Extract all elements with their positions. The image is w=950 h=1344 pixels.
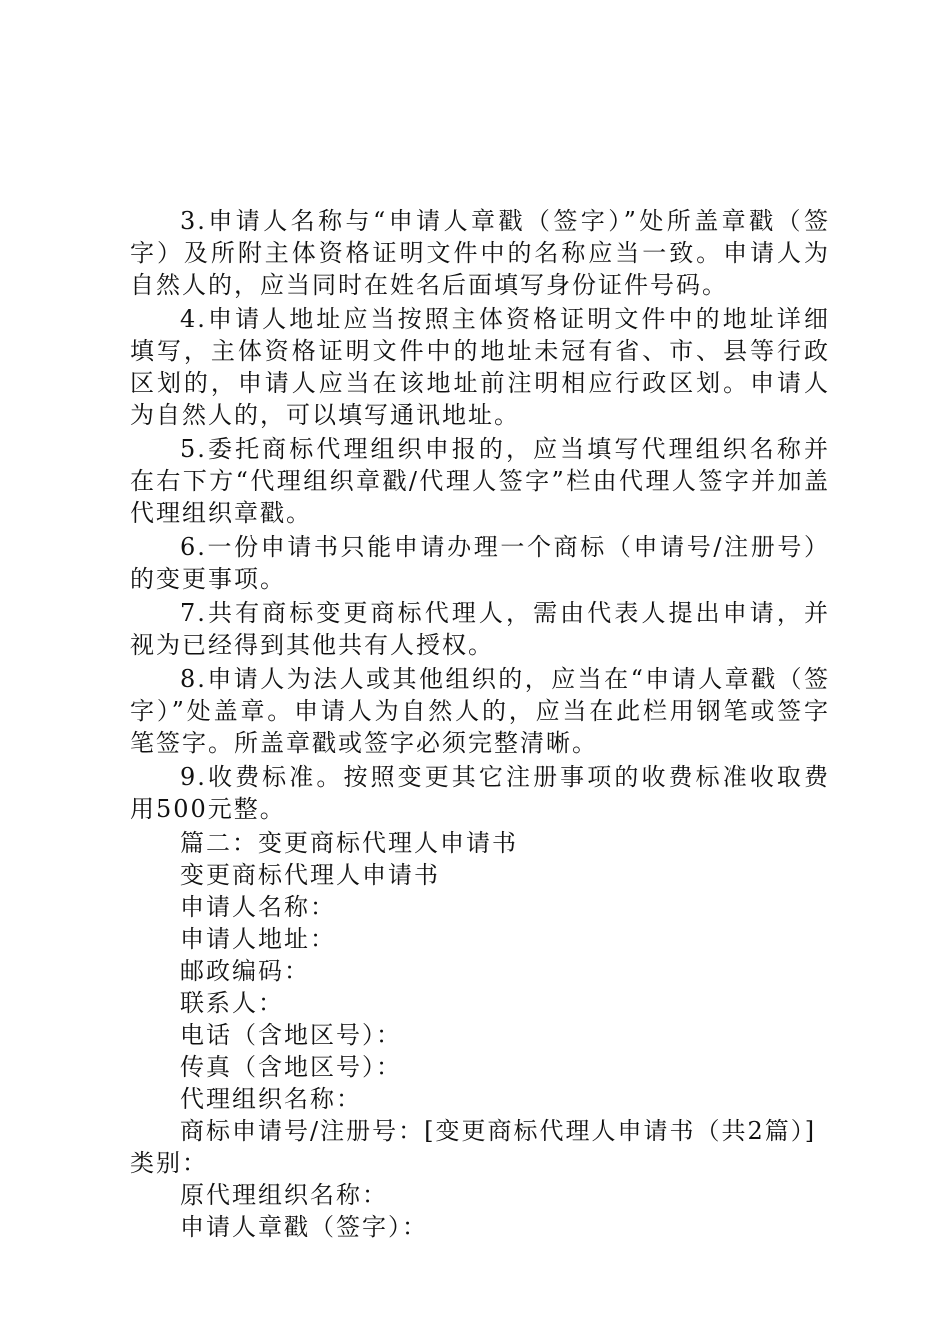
paragraph-item-5: 5.委托商标代理组织申报的，应当填写代理组织名称并在右下方“代理组织章戳/代理人签字”栏由代理人签字并加盖代理组织章戳。 [130,435,830,527]
field-applicant-name: 申请人名称： [180,893,336,921]
field-fax: 传真（含地区号）： [180,1053,402,1081]
paragraph-item-9: 9.收费标准。按照变更其它注册事项的收费标准收取费用500元整。 [130,763,830,823]
paragraph-item-8: 8.申请人为法人或其他组织的，应当在“申请人章戳（签字）”处盖章。申请人为自然人的，应当在此栏用钢笔或签字笔签字。所盖章戳或签字必须完整清晰。 [130,665,830,757]
field-contact: 联系人： [180,989,284,1017]
paragraph-item-3: 3.申请人名称与“申请人章戳（签字）”处所盖章戳（签字）及所附主体资格证明文件中的名称应当一致。申请人为自然人的，应当同时在姓名后面填写身份证件号码。 [130,207,830,299]
section-heading: 篇二：变更商标代理人申请书 [180,829,518,857]
form-title: 变更商标代理人申请书 [180,861,440,889]
field-phone: 电话（含地区号）： [180,1021,402,1049]
field-original-agency: 原代理组织名称： [180,1181,388,1209]
field-postal-code: 邮政编码： [180,957,310,985]
paragraph-item-7: 7.共有商标变更商标代理人，需由代表人提出申请，并视为已经得到其他共有人授权。 [130,599,830,659]
field-applicant-seal: 申请人章戳（签字）： [180,1213,428,1241]
paragraph-item-6: 6.一份申请书只能申请办理一个商标（申请号/注册号）的变更事项。 [130,533,830,593]
field-applicant-address: 申请人地址： [180,925,336,953]
field-trademark-number: 商标申请号/注册号：[变更商标代理人申请书（共2篇）]类别： [130,1117,817,1177]
paragraph-item-4: 4.申请人地址应当按照主体资格证明文件中的地址详细填写，主体资格证明文件中的地址未冠有省、市、县等行政区划的，申请人应当在该地址前注明相应行政区划。申请人为自然人的，可以填写通讯地址。 [130,305,830,429]
document-page [130,205,830,1243]
field-agency-name: 代理组织名称： [180,1085,362,1113]
